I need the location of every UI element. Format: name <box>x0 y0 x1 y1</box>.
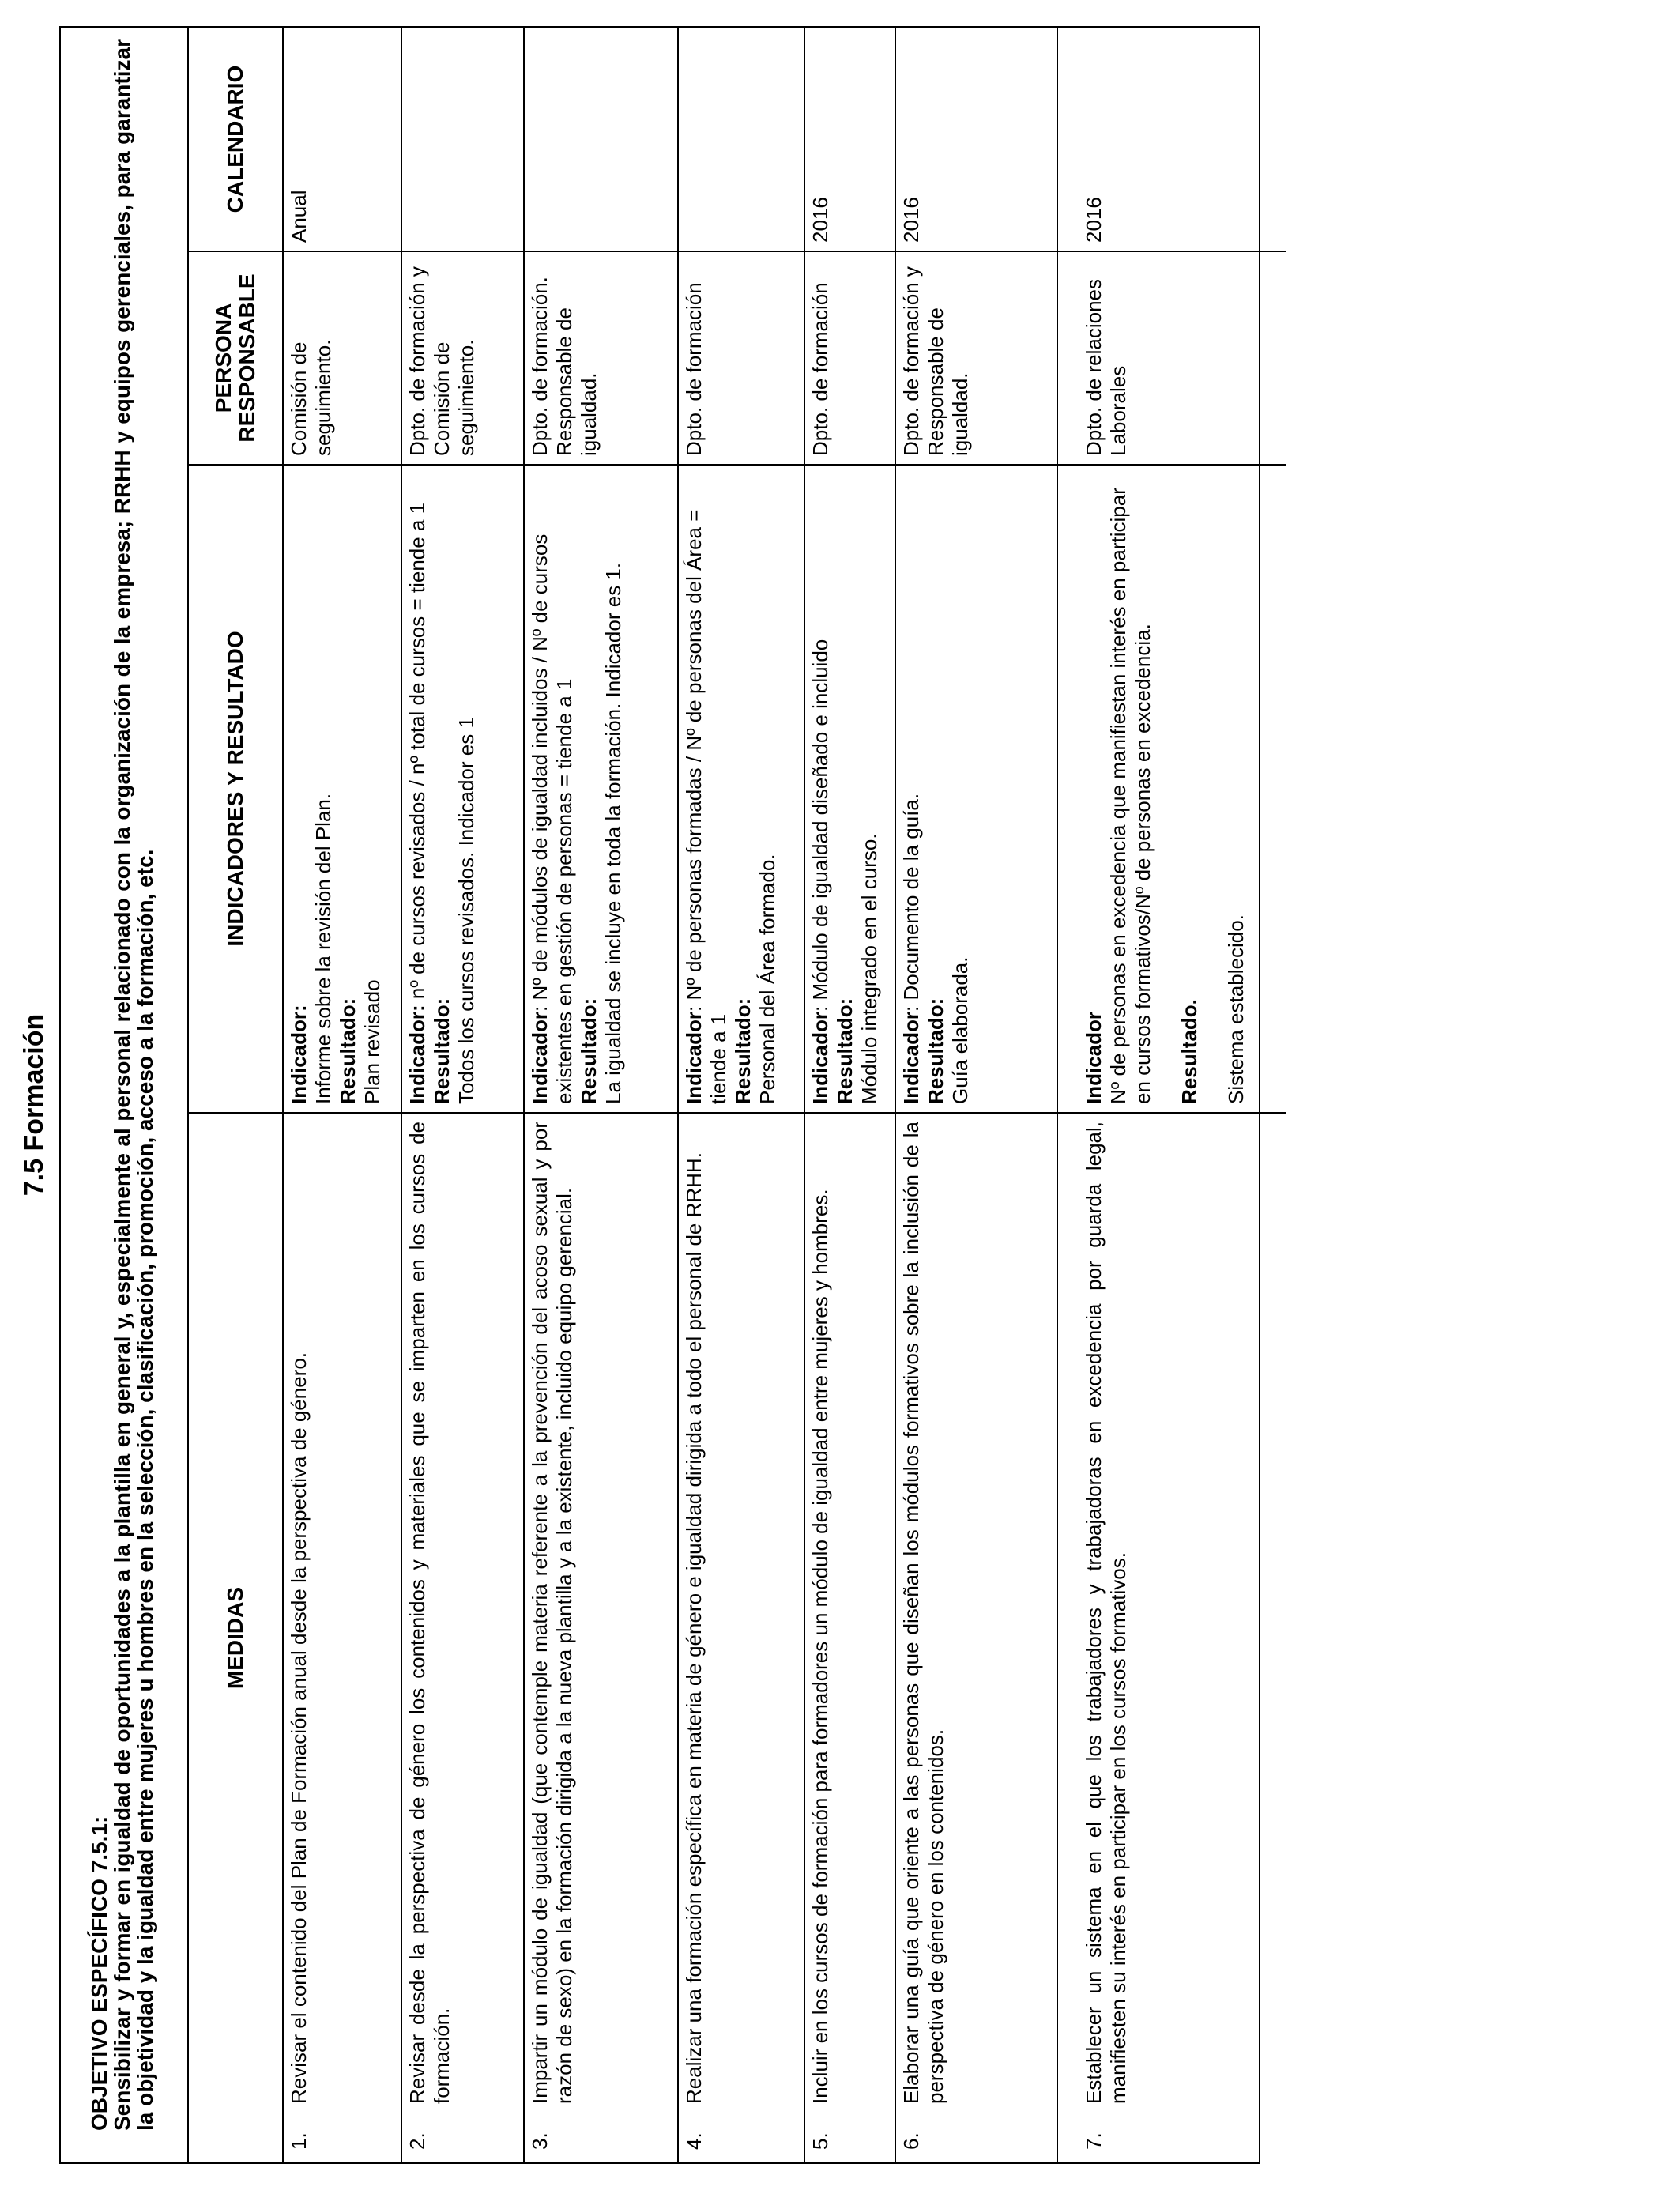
calendario-cell <box>401 28 524 251</box>
section-title: 7.5 Formación <box>19 1013 49 1197</box>
indicator-text: Informe sobre la revisión del Plan. <box>311 793 335 1104</box>
table-row <box>401 28 524 2162</box>
calendario-cell: 2016 <box>1057 28 1286 251</box>
result-text: Sistema establecido. <box>1224 914 1248 1104</box>
medida-cell <box>804 1113 895 2162</box>
medida-cell <box>678 1113 804 2162</box>
result-text: La igualdad se incluye en toda la formación. Indicador es 1. <box>601 562 625 1104</box>
medida-cell <box>524 1113 678 2162</box>
medida-cell <box>895 1113 1057 2162</box>
medida-text: Impartir un módulo de igualdad (que contemple materia referente a la prevención del acoso sexual y por razón de sexo) en la formación dirigida a la nueva plantilla y a la existente, incluido equipo gerencial. <box>528 1122 576 2104</box>
header-medidas: MEDIDAS <box>188 1113 283 2162</box>
indicador-cell: Indicador: Nº de módulos de igualdad incluidos / Nº de cursos existentes en gestión de personas = tiende a 1 Resultado: La igualdad se incluye en toda la formación. Indicador es 1. <box>524 465 678 1113</box>
table-row <box>895 28 1057 2162</box>
header-persona: PERSONA RESPONSABLE <box>188 251 283 465</box>
medida-text: Revisar desde la perspectiva de género los contenidos y materiales que se imparten en los cursos de formación. <box>405 1122 454 2104</box>
table-row <box>283 28 401 2162</box>
header-indicadores: INDICADORES Y RESULTADO <box>188 465 283 1113</box>
calendario-cell <box>524 28 678 251</box>
medida-text: Elaborar una guía que oriente a las personas que diseñan los módulos formativos sobre la inclusión de la perspectiva de género en los contenidos. <box>899 1122 947 2104</box>
indicator-text: nº de cursos revisados / nº total de cursos = tiende a 1 <box>405 502 429 1000</box>
indicator-text: Nº de módulos de igualdad incluidos / Nº de cursos existentes en gestión de personas = tiende a 1 <box>528 533 576 1104</box>
result-label: Resultado: <box>731 997 755 1104</box>
indicador-cell: Indicador: Documento de la guía. Resultado: Guía elaborada. <box>895 465 1057 1113</box>
persona-cell: Dpto. de formación. Responsable de igualdad. <box>524 251 678 465</box>
table-row <box>804 28 895 2162</box>
result-text: Todos los cursos revisados. Indicador es 1 <box>454 717 478 1104</box>
persona-cell: Dpto. de formación <box>804 251 895 465</box>
calendario-cell: 2016 <box>804 28 895 251</box>
indicador-cell <box>283 465 401 1113</box>
result-text: Plan revisado <box>360 979 384 1104</box>
indicator-text: Documento de la guía. <box>899 793 923 1001</box>
calendario-cell: Anual <box>283 28 401 251</box>
medida-number: 2. <box>405 2132 429 2150</box>
result-label: Resultado: <box>924 997 947 1104</box>
table-row <box>1057 28 1286 2162</box>
medida-number: 3. <box>528 2132 552 2150</box>
indicator-text: Módulo de igualdad diseñado e incluido <box>808 639 832 1001</box>
medida-text: Incluir en los cursos de formación para formadores un módulo de igualdad entre mujeres y hombres. <box>808 1189 832 2104</box>
objective-text: Sensibilizar y formar en igualdad de oportunidades a la plantilla en general y, especialmente al personal relacionado con la organización de la empresa; RRHH y equipos gerenciales, para garantizar la objetividad y la igualdad entre mujeres u hombres en la selección, clasificación, promoción, acceso a la formación, etc. <box>110 39 157 2131</box>
medida-cell <box>283 1113 401 2162</box>
result-text: Módulo integrado en el curso. <box>857 833 881 1104</box>
calendario-cell: 2016 <box>895 28 1057 251</box>
medida-text: Revisar el contenido del Plan de Formación anual desde la perspectiva de género. <box>287 1351 311 2104</box>
objective-block <box>61 28 187 2162</box>
result-text: Personal del Área formado. <box>755 854 779 1104</box>
medida-cell <box>401 1113 524 2162</box>
result-label: Resultado. <box>1177 999 1201 1104</box>
header-calendario: CALENDARIO <box>188 28 283 251</box>
indicator-text: Nº de personas en excedencia que manifiestan interés en participar en cursos formativos/Nº de personas en excedencia. <box>1106 488 1155 1104</box>
persona-cell: Dpto. de formación <box>678 251 804 465</box>
result-label: Resultado: <box>833 997 857 1104</box>
objective-title: OBJETIVO ESPECÍFICO 7.5.1: <box>87 1815 111 2131</box>
medida-text: Realizar una formación específica en materia de género e igualdad dirigida a todo el personal de RRHH. <box>682 1152 706 2104</box>
indicador-cell: Indicador: Módulo de igualdad diseñado e incluido Resultado: Módulo integrado en el curso. <box>804 465 895 1113</box>
persona-cell: Dpto. de formación y Comisión de seguimiento. <box>401 251 524 465</box>
persona-cell: Comisión de seguimiento. <box>283 251 401 465</box>
table-header-row <box>188 28 283 2162</box>
medida-number: 4. <box>682 2132 706 2150</box>
indicador-cell <box>1057 465 1286 1113</box>
persona-cell: Dpto. de relaciones Laborales <box>1057 251 1286 465</box>
rotated-page <box>10 22 1670 2188</box>
indicator-label: Indicador <box>1082 1011 1106 1104</box>
indicator-label: Indicador: <box>405 1005 429 1104</box>
result-label: Resultado: <box>577 997 601 1104</box>
medida-text: Establecer un sistema en el que los trabajadores y trabajadoras en excedencia por guarda legal, manifiesten su interés en participar en los cursos formativos. <box>1082 1122 1130 2104</box>
result-label: Resultado: <box>430 997 454 1104</box>
medida-number: 1. <box>287 2132 311 2150</box>
indicator-label: Indicador <box>899 1011 923 1104</box>
medida-number: 7. <box>1082 2132 1106 2150</box>
calendario-cell <box>678 28 804 251</box>
indicador-cell <box>401 465 524 1113</box>
table-row <box>524 28 678 2162</box>
action-plan-frame <box>59 26 1260 2164</box>
measures-table <box>187 28 1286 2162</box>
indicator-label: Indicador: <box>287 1005 311 1104</box>
indicator-label: Indicador <box>682 1011 706 1104</box>
medida-number: 6. <box>899 2132 923 2150</box>
result-label: Resultado: <box>336 997 360 1104</box>
indicador-cell: Indicador: Nº de personas formadas / Nº de personas del Área = tiende a 1 Resultado: Personal del Área formado. <box>678 465 804 1113</box>
medida-cell <box>1057 1113 1286 2162</box>
medida-number: 5. <box>808 2132 832 2150</box>
indicator-label: Indicador <box>528 1011 552 1104</box>
indicator-text: Nº de personas formadas / Nº de personas del Área = tiende a 1 <box>682 509 730 1104</box>
table-row <box>678 28 804 2162</box>
persona-cell: Dpto. de formación y Responsable de igualdad. <box>895 251 1057 465</box>
indicator-label: Indicador <box>808 1011 832 1104</box>
result-text: Guía elaborada. <box>948 956 972 1104</box>
